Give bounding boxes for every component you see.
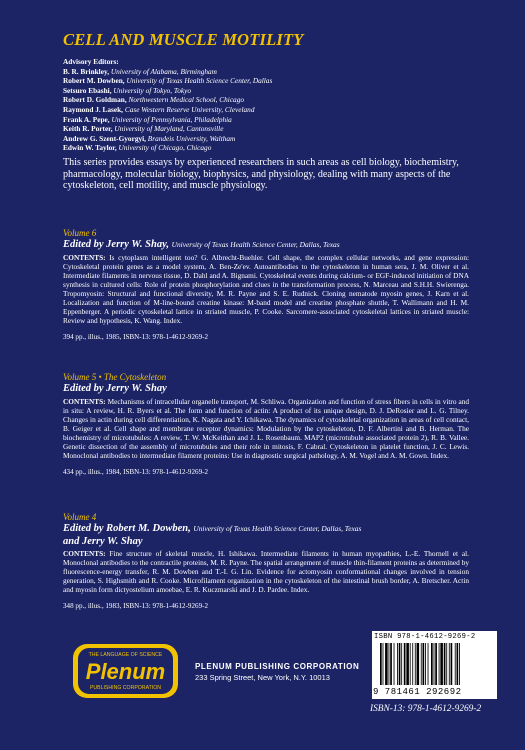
volume-pages-isbn: 434 pp., illus., 1984, ISBN-13: 978-1-4612-9269-2 [63,468,209,477]
barcode-bar [410,643,411,685]
barcode-bar [390,643,392,685]
barcode-bar [417,643,420,685]
barcode-bar [451,643,453,685]
volume-contents [63,397,469,461]
editor-name: Robert D. Goldman, [63,95,127,105]
edited-by: Edited by Jerry W. Shay [63,383,167,394]
barcode-bar [457,643,459,685]
barcode-bar [383,643,384,685]
contents-label: CONTENTS: [63,549,106,558]
barcode-bar [406,643,409,685]
barcode-bar [404,643,406,685]
volume-label: Volume 6 [63,228,97,238]
barcode-bar [428,643,429,685]
editor-entry [63,76,272,86]
editor-name: Edwin W. Taylor, [63,143,117,153]
barcode-bar [380,643,382,685]
volume-label: Volume 5 • The Cytoskeleton [63,372,167,382]
barcode-bar [412,643,413,685]
logo-tagline: THE LANGUAGE OF SCIENCE [88,652,163,658]
editor-name: Robert M. Dowben, [63,76,125,86]
volume-4-section [63,512,469,610]
editor-entry [63,95,272,105]
editor-name: B. R. Brinkley, [63,66,110,76]
edited-by: Edited by Robert M. Dowben, [63,523,191,534]
barcode-isbn: ISBN 978-1-4612-9269-2 [374,633,476,641]
plenum-logo-graphic [63,641,188,701]
editor-name: Setsuro Ebashi, [63,85,112,95]
editor-affiliation: University of Tokyo, Tokyo [113,85,192,95]
editor-affiliation: University of Alabama, Birmingham [110,66,217,76]
editor-entry [63,86,272,96]
editor-entry [63,67,272,77]
editor-affiliation: University of Maryland, Cantonsville [114,124,224,134]
logo-sub: PUBLISHING CORPORATION [89,685,162,691]
barcode-bar [389,643,390,685]
barcode-bar [440,643,443,685]
barcode-bar [394,643,395,685]
editor-entry [63,115,272,125]
volume-contents [63,253,469,326]
barcode-bar [399,643,401,685]
advisory-header: Advisory Editors: [63,57,119,66]
volume-label: Volume 4 [63,512,97,522]
series-description: This series provides essays by experienced researchers in such areas as cell biology, biochemistry, pharmacology, molecular biology, biophysics, and physiology, dealing with many aspects of the cytoskeleton, cell motility, and muscle physiology. [63,157,459,192]
editor-entry [63,105,272,115]
editor-name: Andrew G. Szent-Gyorgyi, [63,133,146,143]
editor-affiliation: Case Western Reserve University, Cleveland [124,104,255,114]
contents-label: CONTENTS: [63,396,106,406]
editor-affiliation: University of Chicago, Chicago [118,143,212,153]
volume-editors [63,239,469,252]
editor-name: Raymond J. Lasek, [63,104,124,114]
volume-editors [63,383,469,396]
barcode-bar [431,643,433,685]
contents-text: Mechanisms of intracellular organelle transport, M. Schliwa. Organization and function of stress fibers in cells in vitro and in situ: A review, H. R. Byers et al. The form and function of actin: A product of its unique design, D. J. DeRosier and L. G. Tilney. Changes in actin during cell differentiation, K. Nagata and Y. Ichikawa. The dynamics of cytoskeletal organization in areas of cell contact, B. Geiger et al. Cell shape and membrane receptor dynamics: Modulation by the cytoskeleton, D. F. Albertini and B. Herman. The biochemistry of microtubules: A review, T. W. McKeithan and J. L. Rosenbaum. MAP2 (microtubule associated protein 2), R. B. Vallee. Genetic dissection of the assembly of microtubules and their role in mitosis, F. Cabral. Cytoskeleton in platelet function, J. C. Lewis. Monoclonal antibodies to intermediate filament proteins: Use in diagnostic surgical pathology, A. M. Vogel and A. M. Gown. Index. [63,396,470,461]
editor-entry [63,143,272,153]
volume-editors [63,523,469,536]
volume-pages-isbn: 394 pp., illus., 1985, ISBN-13: 978-1-4612-9269-2 [63,333,209,342]
editor-affiliation: University of Pennsylvania, Philadelphia [111,114,232,124]
volume-contents [63,549,469,594]
editor-affiliation: University of Texas Health Science Center, Dallas, Texas [193,524,362,533]
barcode-bar [415,643,416,685]
editor-entry [63,134,272,144]
series-title: CELL AND MUSCLE MOTILITY [63,30,304,49]
advisory-editors [63,57,272,153]
barcode-bar [401,643,402,685]
editor-affiliation: Brandeis University, Waltham [147,133,236,143]
editor-affiliation: University of Texas Health Science Center, Dallas, Texas [171,240,340,249]
barcode-bar [449,643,450,685]
barcode-bars-graphic [380,643,490,687]
editor-name: Frank A. Pepe, [63,114,110,124]
publisher-info [195,662,359,682]
volume-editors-2: and Jerry W. Shay [63,535,143,547]
volume-5-section [63,372,469,476]
publisher-name: PLENUM PUBLISHING CORPORATION [195,662,360,671]
barcode-bar [435,643,437,685]
barcode-bar [425,643,426,685]
contents-label: CONTENTS: [63,252,106,262]
barcode-bar [397,643,398,685]
barcode-bar [434,643,435,685]
publisher-address: 233 Spring Street, New York, N.Y. 10013 [195,673,330,682]
edited-by: Edited by Jerry W. Shay, [63,239,169,250]
barcode-bar [439,643,440,685]
editor-entry [63,124,272,134]
contents-text: Fine structure of skeletal muscle, H. Ishikawa. Intermediate filaments in human myopathies, L.-E. Thornell et al. Monoclonal antibodies to the contractile proteins, M. R. Payne. The spatial arrangement of muscle thin-filament proteins as determined by fluorescence-energy transfer, R. M. Dowben and T.-I. G. Lin. Evidence for actomyosin conformational changes involved in tension generation, S. Highsmith and R. Cooke. Microfilament organization in the cytoskeleton of the intestinal brush border, A. Bretscher. Actin and myosin form dictyostelium amoebae, E. R. Kuczmarski and J. D. Pardee. Index. [63,549,469,595]
barcode-bar [423,643,425,685]
barcode-bar [444,643,446,685]
barcode-bar [385,643,388,685]
barcode-bar [455,643,456,685]
barcode [372,631,497,699]
editor-affiliation: Northwestern Medical School, Chicago [128,95,245,105]
logo-name: Plenum [85,659,166,684]
editor-name: Keith R. Porter, [63,124,113,134]
volume-6-section [63,228,469,341]
volume-pages-isbn: 348 pp., illus., 1983, ISBN-13: 978-1-4612-9269-2 [63,602,209,611]
isbn-footer: ISBN-13: 978-1-4612-9269-2 [370,704,482,714]
contents-text: Is cytoplasm intelligent too? G. Albrecht-Buehler. Cell shape, the complex cellular networks, and gene expression: Cytoskeletal protein genes as a model system, A. Ben-Ze'ev. Autoantibodies to the cytoskeleton in human sera, J. M. Oliver et al. Intermediate filaments in nervous tissue, D. Dahl and A. Bignami. Cytoskeletal events during calcium- or EGF-induced initiation of DNA synthesis in cultured cells: Role of protein phosphorylation and clues in the transformation process, N. Marceau and S.H.H. Swierenga. Tropomyosin: Structural and functional diversity, M. R. Payne and S. E. Rudnick. Cloning nematode myosin genes, J. Karn et al. Localization and function of M-line-bound creatine kinase: M-band model and creatine phosphate shuttle, T. Wallimann and H. M. Eppenberger. A periodic cytoskeletal lattice in striated muscle, P. Cooke. Sarcomere-associated cytoskeletal lattices in striated muscle: Review and hypothesis, K. Wang. Index. [63,252,469,326]
barcode-bar [446,643,447,685]
barcode-number: 9 781461 292692 [373,687,462,697]
editor-affiliation: University of Texas Health Science Center, Dallas [126,76,273,86]
barcode-bar [459,643,460,685]
barcode-bar [421,643,422,685]
plenum-logo [63,641,188,701]
